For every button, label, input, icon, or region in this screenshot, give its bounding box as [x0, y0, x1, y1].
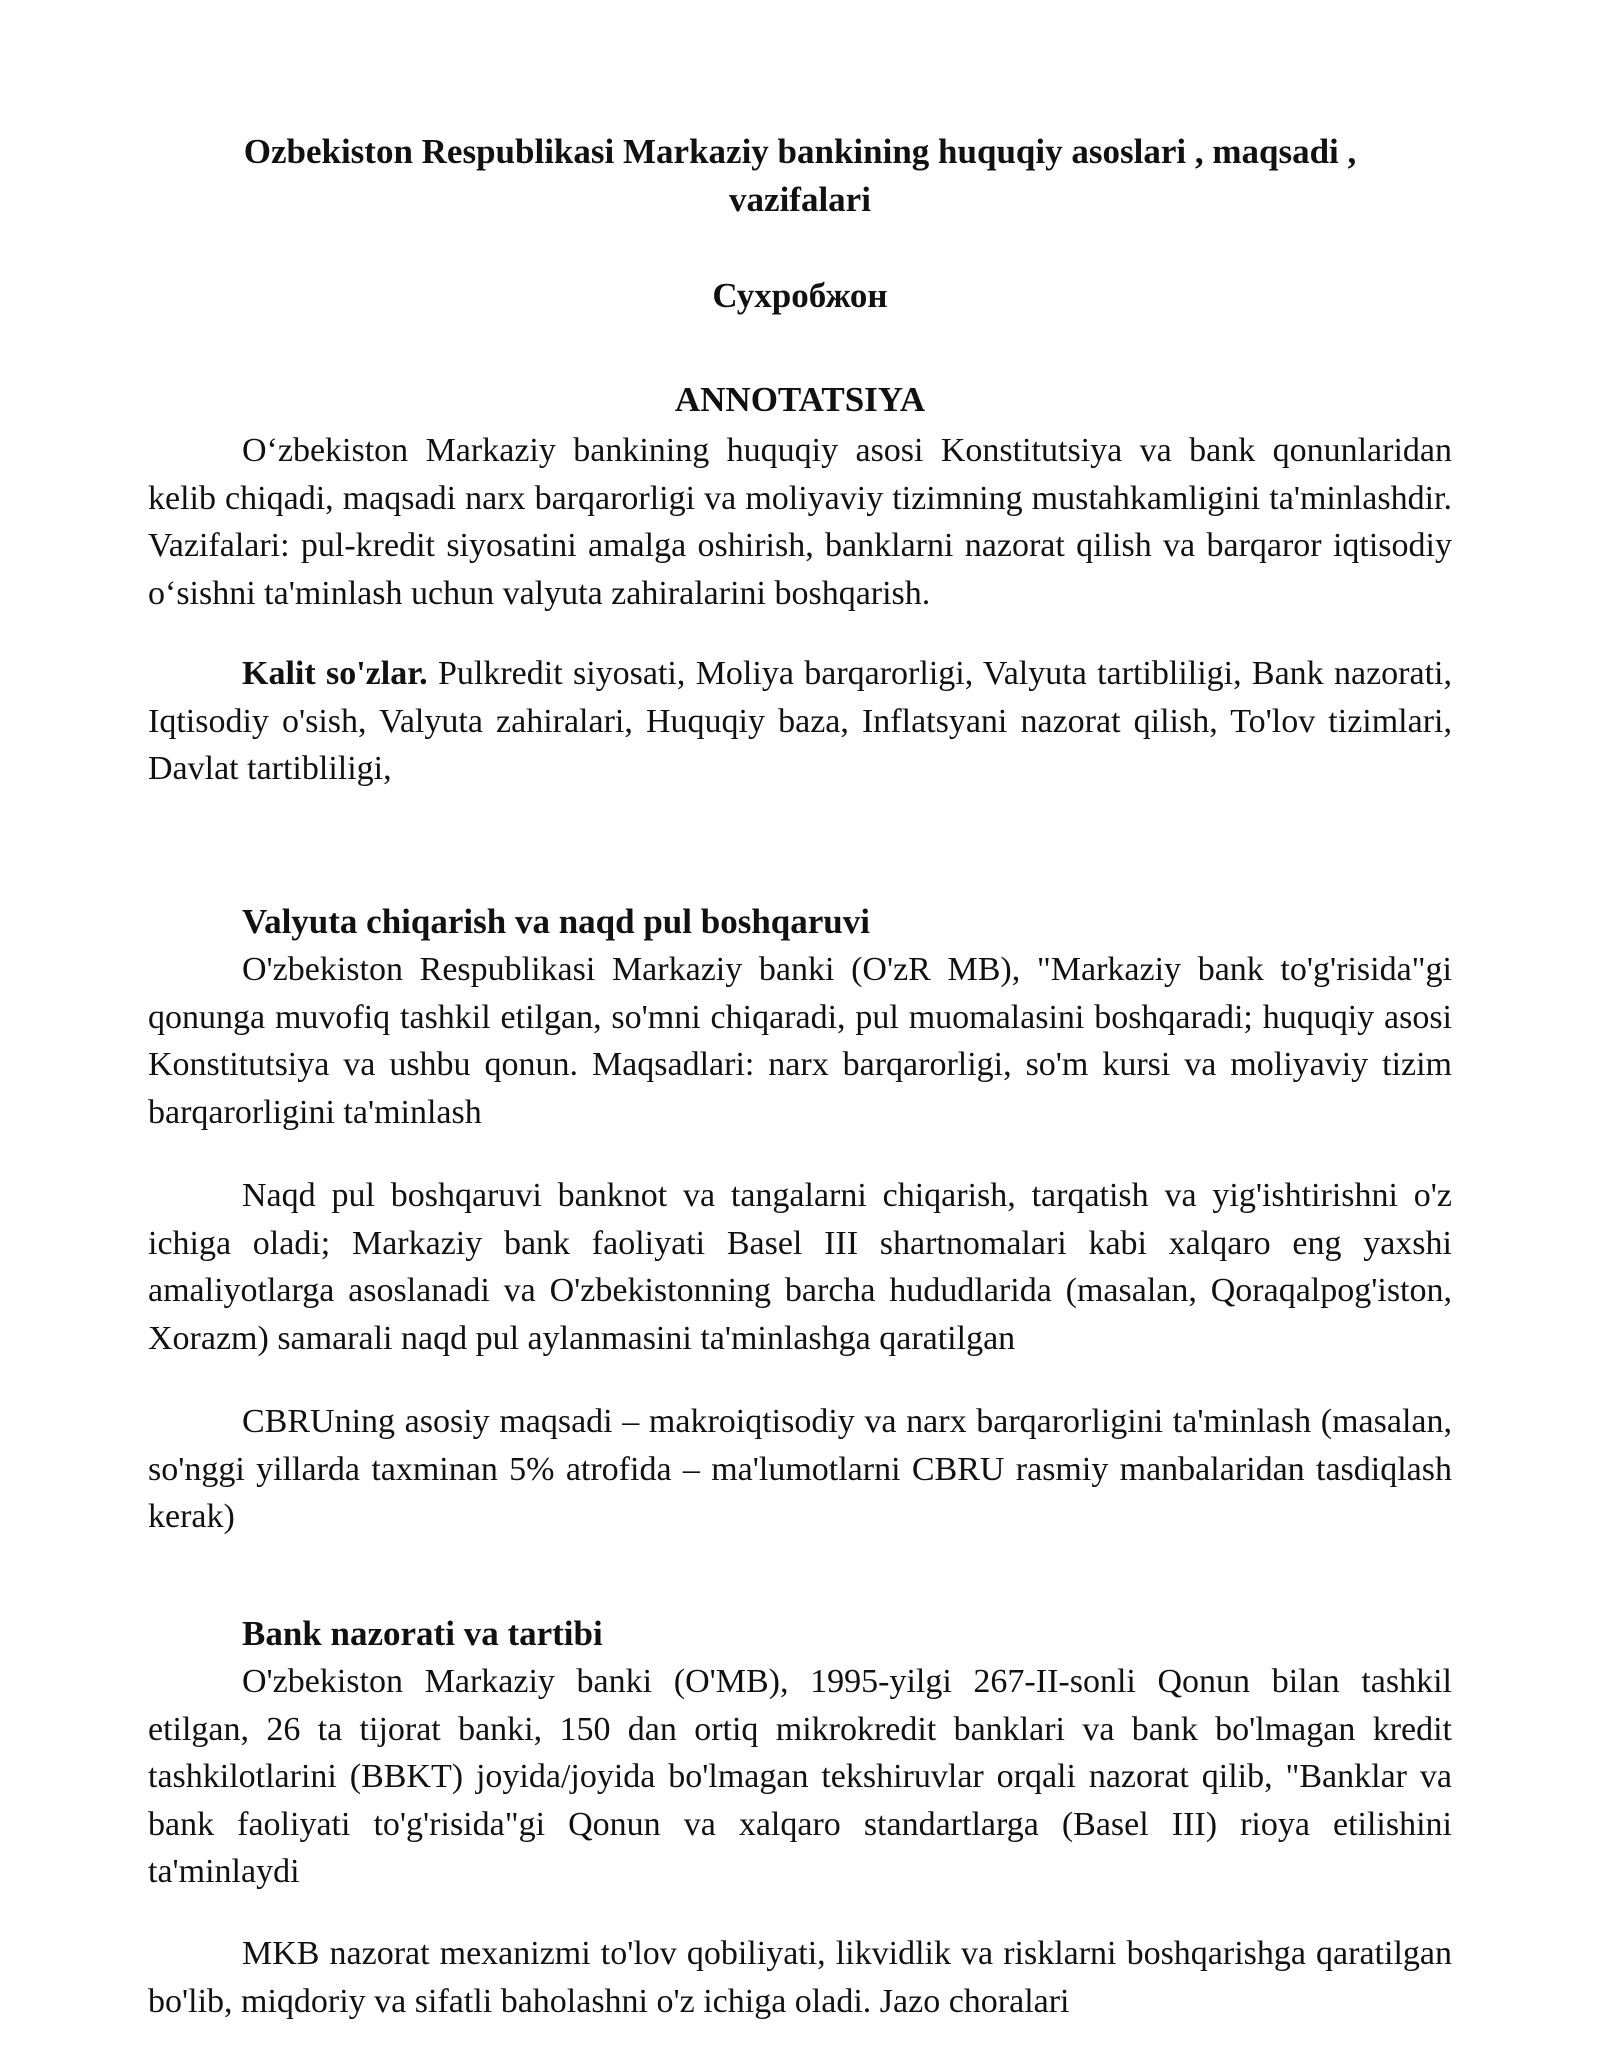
section1-paragraph-1: O'zbekiston Respublikasi Markaziy banki (O'zR MB), "Markaziy bank to'g'risida"gi qonunga muvofiq tashkil etilgan, so'mni chiqaradi, pul muomalasini boshqaradi; huquqiy asosi Konstitutsiya va ushbu qonun. Maqsadlari: narx barqarorligi, so'm kursi va moliyaviy tizim barqarorligini ta'minlash	[148, 951, 1452, 1131]
abstract-heading: ANNOTATSIYA	[674, 380, 926, 419]
section1-paragraph-3: CBRUning asosiy maqsadi – makroiqtisodiy va narx barqarorligini ta'minlash (masalan, so'nggi yillarda taxminan 5% atrofida – ma'lumotlarni CBRU rasmiy manbalaridan tasdiqlash kerak)	[148, 1403, 1452, 1535]
section1-paragraph-2: Naqd pul boshqaruvi banknot va tangalarni chiqarish, tarqatish va yig'ishtirishni o'z ichiga oladi; Markaziy bank faoliyati Basel III shartnomalari kabi xalqaro eng yaxshi amaliyotlarga asoslanadi va O'zbekistonning barcha hududlarida (masalan, Qoraqalpog'iston, Xorazm) samarali naqd pul aylanmasini ta'minlashga qaratilgan	[148, 1177, 1452, 1357]
section2-paragraph-2: MKB nazorat mexanizmi to'lov qobiliyati, likvidlik va risklarni boshqarishga qaratilgan bo'lib, miqdoriy va sifatli baholashni o'z ichiga oladi. Jazo choralari	[148, 1935, 1452, 2020]
document-title: Ozbekiston Respublikasi Markaziy bankining huquqiy asoslari , maqsadi , vazifalari	[243, 132, 1357, 219]
author-name: Сухробжон	[712, 276, 888, 315]
abstract-paragraph: Oʻzbekiston Markaziy bankining huquqiy asosi Konstitutsiya va bank qonunlaridan kelib chiqadi, maqsadi narx barqarorligi va moliyaviy tizimning mustahkamligini ta'minlashdir. Vazifalari: pul-kredit siyosatini amalga oshirish, banklarni nazorat qilish va barqaror iqtisodiy oʻsishni ta'minlash uchun valyuta zahiralarini boshqarish.	[148, 432, 1452, 612]
keywords-paragraph	[148, 650, 1452, 793]
section-heading-currency: Valyuta chiqarish va naqd pul boshqaruvi	[242, 902, 870, 941]
keywords-text: Pulkredit siyosati, Moliya barqarorligi, Valyuta tartibliligi, Bank nazorati, Iqtisodiy o'sish, Valyuta zahiralari, Huquqiy baza, Inflatsyani nazorat qilish, To'lov tizimlari, Davlat tartibliligi,	[148, 655, 1452, 787]
keywords-label: Kalit so'zlar.	[242, 655, 428, 692]
section-heading-supervision: Bank nazorati va tartibi	[242, 1614, 603, 1653]
section2-paragraph-1: O'zbekiston Markaziy banki (O'MB), 1995-yilgi 267-II-sonli Qonun bilan tashkil etilgan, 26 ta tijorat banki, 150 dan ortiq mikrokredit banklari va bank bo'lmagan kredit tashkilotlarini (BBKT) joyida/joyida bo'lmagan tekshiruvlar orqali nazorat qilib, "Banklar va bank faoliyati to'g'risida"gi Qonun va xalqaro standartlarga (Basel III) rioya etilishini ta'minlaydi	[148, 1663, 1452, 1890]
